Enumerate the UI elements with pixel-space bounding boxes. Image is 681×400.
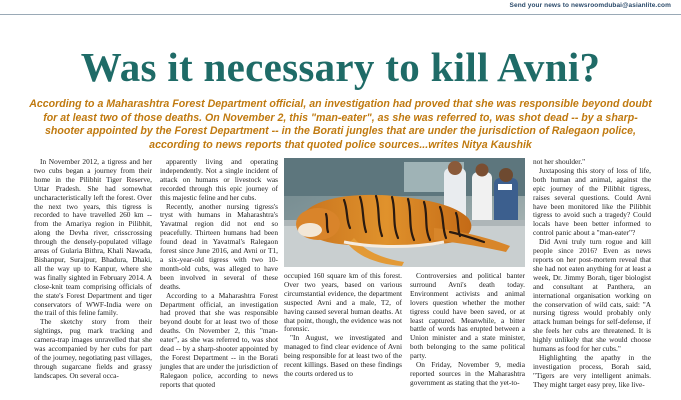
paragraph: The sketchy story from their sightings, pug mark tracking and camera-trap images unravelled that she was accompanied by her cubs for part of the journey, negotiating past villages, through sugarcane fields and grassy landscapes. On several occa- [34, 317, 152, 380]
headline: Was it necessary to kill Avni? [80, 44, 601, 90]
column-2 [160, 158, 278, 390]
paragraph: occupied 160 square km of this forest. Over two years, based on various circumstantial evidence, the department suspected Avni and a male, T2, of having caused several human deaths. At that point, though, the evidence was not forensic. [284, 271, 402, 334]
column-1 [34, 158, 152, 381]
tiger-photo [284, 158, 525, 267]
paragraph: not her shoulder." [533, 157, 586, 166]
top-bar [0, 0, 681, 15]
paragraph: In November 2012, a tigress and her two cubs began a journey from their home in the Pilibhit Tiger Reserve, Uttar Pradesh. She had somewhat uncharacteristically left the forest. Over the next two years, this tigress is recorded to have travelled 260 km -- from the Amariya region in Pilibhit, along the Devha river, crisscrossing through the densely-populated village areas of Gularia Bithra, Khali Nawada, Bishanpur, Surajpur, Bhadura, Dhaki, all the way up to Kanpur, where she was finally sighted in February 2014. A close-knit team comprising officials of the state's Forest Department and tiger conservators of WWF-India were on the trail of this feline family. [34, 157, 152, 318]
paragraph: apparently living and operating independently. Not a single incident of attack on humans or livestock was recorded through this epic journey of this majestic feline and her cubs. [160, 157, 278, 202]
paragraph: Controversies and political banter surround Avni's death today. Environment activists and animal lovers question whether the mother tigress could have been saved, or at least captured. Meanwhile, a bitter battle of words has erupted between a Union minister and a state minister, both belonging to the same political party. [410, 271, 525, 361]
column-5 [533, 158, 651, 390]
paragraph: Highlighting the apathy in the investigation process, Borah said, "Tigers are very intelligent animals. They might target easy prey, like live- [533, 352, 651, 389]
paragraph: Recently, another nursing tigress's tryst with humans in Maharashtra's Yavatmal region did not end so peacefully. Thirteen humans had been found dead in Yavatmal's Ralegaon forest since June 2016, and Avni or T1, a six-year-old tigress with two 10-month-old cubs, was alleged to have been involved in several of these deaths. [160, 201, 278, 291]
paragraph: Juxtaposing this story of loss of life, both human and animal, against the epic journey of the Pilibhit tigress, raises several questions. Could Avni have been monitored like the Pilibhit tigress to avoid such a tragedy? Could locals have been better informed to control panic about a "man-eater"? [533, 165, 651, 238]
paragraph: "In August, we investigated and managed to find clear evidence of Avni being responsible for at least two of the recent killings. Based on these findings the courts ordered us to [284, 333, 402, 378]
paragraph: On Friday, November 9, media reported sources in the Maharashtra government as stating that the yet-to- [410, 360, 525, 387]
tiger-photo-icon [284, 158, 525, 267]
newsroom-email-text: Send your news to newsroomdubai@asianlite.com [509, 2, 671, 9]
column-4 [410, 272, 525, 388]
paragraph: According to a Maharashtra Forest Department official, an investigation had proved that she was responsible beyond doubt for at least two of those deaths. On November 2, this "man-eater", as she was referred to, was shot dead -- by a sharp-shooter appointed by the Forest Department -- in the Borati jungles that are under the jurisdiction of Ralegaon police, according to news reports that quoted [160, 290, 278, 389]
standfirst: According to a Maharashtra Forest Department official, an investigation had proved that she was responsible beyond doubt for at least two of those deaths. On November 2, this "man-eater", as she was referred to, was shot dead -- by a sharp-shooter appointed by the Forest Department -- in the Borati jungles that are under the jurisdiction of Ralegaon police, according to news reports that quoted police sources...writes Nitya Kaushik [29, 98, 652, 151]
paragraph: Did Avni truly turn rogue and kill people since 2016? Even as news reports on her post-mortem reveal that she had not eaten anything for at least a week, Dr. Jimmy Borah, tiger biologist and consultant at Panthera, an international organisation working on the conservation of wild cats, said: "A nursing tigress would probably only attack human beings for self-defense, if she feels her cubs are threatened. It is highly unlikely that she would choose humans as food for her cubs." [533, 237, 651, 354]
column-3 [284, 272, 402, 379]
